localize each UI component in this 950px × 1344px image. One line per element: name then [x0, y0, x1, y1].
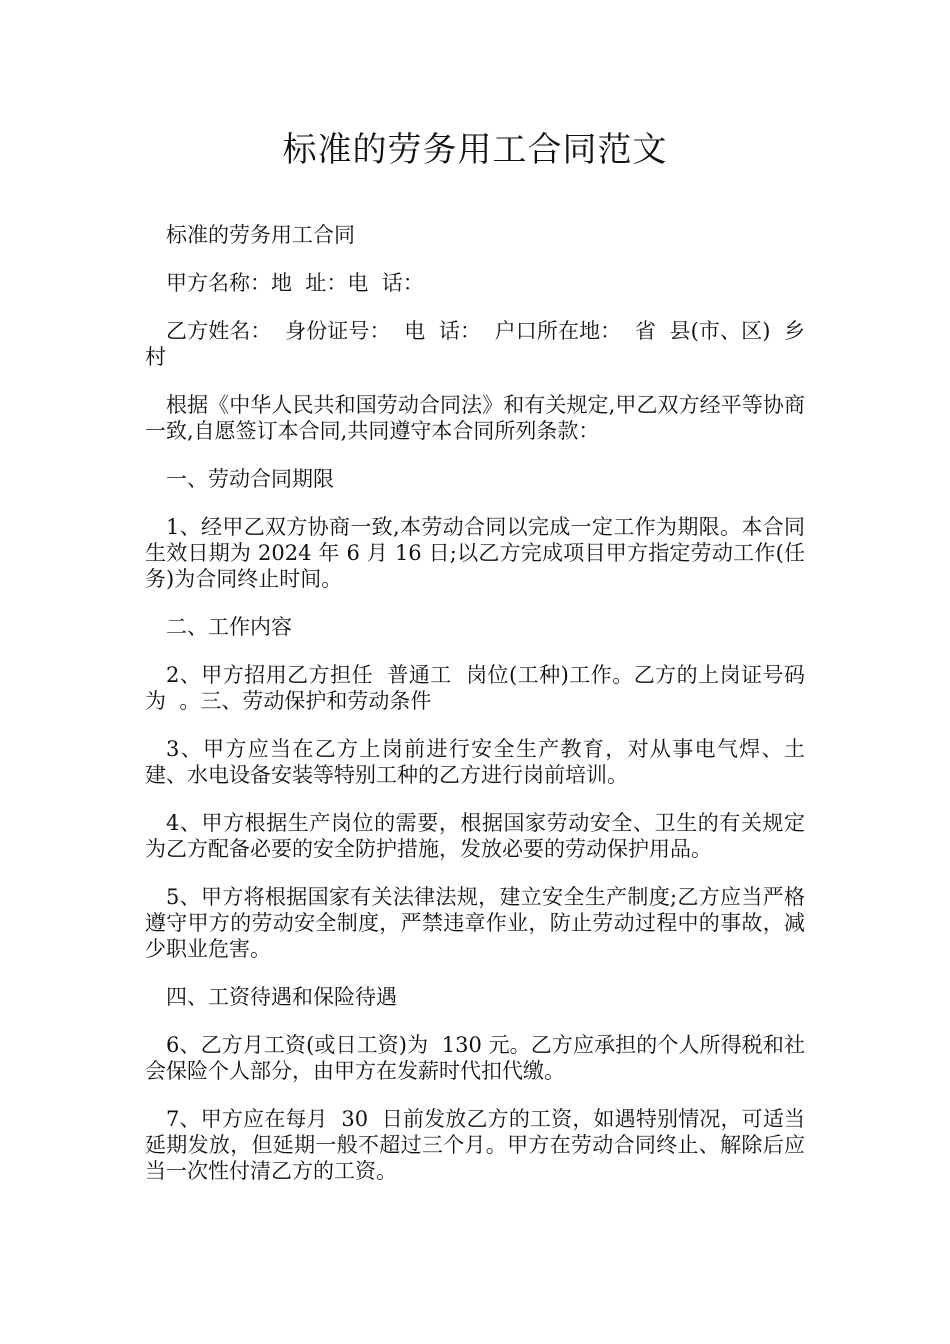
clause-7: 7、甲方应在每月 30 日前发放乙方的工资，如遇特别情况，可适当延期发放，但延期一般不超过三个月。甲方在劳动合同终止、解除后应当一次性付清乙方的工资。 — [145, 1107, 805, 1183]
paragraph-party-a-info: 甲方名称：地 址：电 话： — [166, 271, 424, 295]
document-body — [145, 222, 819, 1206]
clause-4: 4、甲方根据生产岗位的需要，根据国家劳动安全、卫生的有关规定为乙方配备必要的安全防护措施，发放必要的劳动保护用品。 — [145, 811, 805, 861]
clause-2: 2、甲方招用乙方担任 普通工 岗位(工种)工作。乙方的上岗证号码为 。三、劳动保护和劳动条件 — [145, 663, 805, 713]
clause-6: 6、乙方月工资(或日工资)为 130 元。乙方应承担的个人所得税和社会保险个人部分，由甲方在发薪时代扣代缴。 — [145, 1033, 805, 1083]
document-title: 标准的劳务用工合同范文 — [282, 130, 668, 170]
section-heading-wages: 四、工资待遇和保险待遇 — [166, 985, 397, 1009]
section-heading-work-content: 二、工作内容 — [166, 615, 292, 639]
clause-1: 1、经甲乙双方协商一致,本劳动合同以完成一定工作为期限。本合同生效日期为 2024 年 6 月 16 日;以乙方完成项目甲方指定劳动工作(任务)为合同终止时间。 — [145, 515, 805, 591]
paragraph-preamble: 根据《中华人民共和国劳动合同法》和有关规定,甲乙双方经平等协商一致,自愿签订本合同,共同遵守本合同所列条款： — [145, 393, 805, 443]
section-heading-term: 一、劳动合同期限 — [166, 467, 334, 491]
paragraph-party-b-info: 乙方姓名： 身份证号： 电 话： 户口所在地： 省 县(市、区) 乡 村 — [145, 319, 819, 369]
clause-3: 3、甲方应当在乙方上岗前进行安全生产教育，对从事电气焊、土建、水电设备安装等特别工种的乙方进行岗前培训。 — [145, 737, 805, 787]
paragraph-contract-heading: 标准的劳务用工合同 — [166, 223, 355, 247]
clause-5: 5、甲方将根据国家有关法律法规，建立安全生产制度;乙方应当严格遵守甲方的劳动安全制度，严禁违章作业，防止劳动过程中的事故，减少职业危害。 — [145, 885, 805, 961]
